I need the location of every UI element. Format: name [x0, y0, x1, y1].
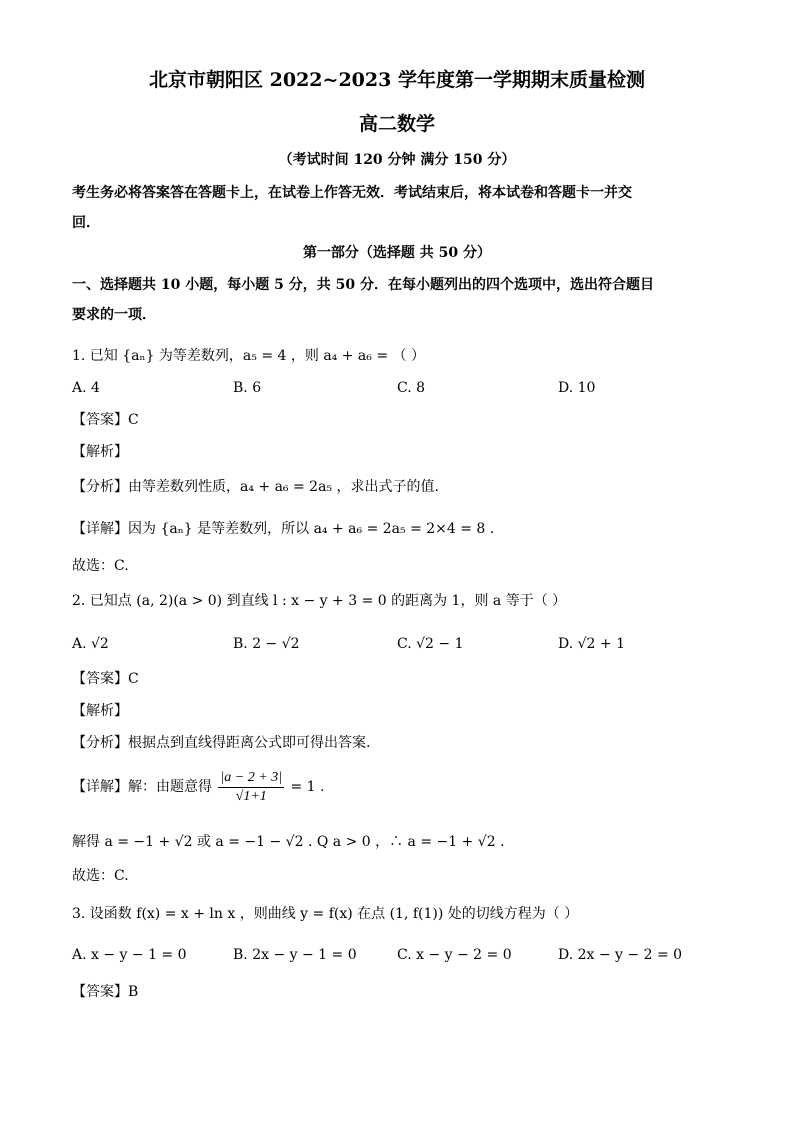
exam-title: 北京市朝阳区 2022~2023 学年度第一学期期末质量检测	[149, 69, 645, 91]
q1-option-c: C. 8	[397, 380, 426, 396]
notice-line-2: 回．	[72, 215, 100, 231]
q3-answer: 【答案】B	[72, 984, 139, 1000]
q2-fraction-numerator: |a − 2 + 3|	[218, 769, 284, 788]
notice-line-1: 考生务必将答案答在答题卡上，在试卷上作答无效．考试结束后，将本试卷和答题卡一并交	[72, 185, 632, 201]
q2-answer: 【答案】C	[72, 671, 139, 687]
q2-option-d: D. √2 + 1	[558, 636, 625, 652]
q1-option-b: B. 6	[233, 380, 262, 396]
subject-title: 高二数学	[358, 113, 435, 135]
q2-solve: 解得 a = −1 + √2 或 a = −1 − √2 . Q a > 0 ，∴ a = −1 + √2 .	[72, 834, 505, 850]
q1-option-d: D. 10	[558, 380, 596, 396]
q2-xiangjie-prefix: 【详解】解：由题意得	[72, 779, 212, 795]
q3-option-c: C. x − y − 2 = 0	[397, 947, 512, 963]
q2-fraction-denominator: √1+1	[235, 788, 267, 804]
q2-choice: 故选：C.	[72, 868, 129, 884]
q2-xiangjie	[72, 767, 325, 807]
q1-choice: 故选：C.	[72, 558, 129, 574]
q2-analysis-label: 【解析】	[72, 703, 128, 719]
instructions-line-2: 要求的一项．	[72, 307, 156, 323]
exam-info: （考试时间 120 分钟 满分 150 分）	[278, 152, 516, 168]
q1-option-a: A. 4	[72, 380, 100, 396]
q2-stem: 2. 已知点 (a, 2)(a > 0) 到直线 l : x − y + 3 = 0 的距离为 1，则 a 等于（ ）	[72, 593, 567, 609]
q2-xiangjie-suffix: = 1 .	[290, 779, 325, 795]
q1-analysis-label: 【解析】	[72, 444, 128, 460]
q3-option-a: A. x − y − 1 = 0	[72, 947, 187, 963]
q3-stem: 3. 设函数 f(x) = x + ln x ，则曲线 y = f(x) 在点 (1, f(1)) 处的切线方程为（ ）	[72, 906, 579, 922]
q2-option-a: A. √2	[72, 636, 109, 652]
q3-option-b: B. 2x − y − 1 = 0	[233, 947, 357, 963]
q1-answer: 【答案】C	[72, 412, 139, 428]
q1-stem: 1. 已知 {aₙ} 为等差数列，a₅ = 4 ，则 a₄ + a₆ = （ ）	[72, 348, 425, 364]
instructions-line-1: 一、选择题共 10 小题，每小题 5 分，共 50 分．在每小题列出的四个选项中，选出符合题目	[72, 277, 654, 293]
q2-option-b: B. 2 − √2	[233, 636, 300, 652]
q2-fenxi: 【分析】根据点到直线得距离公式即可得出答案.	[72, 735, 371, 751]
q3-option-d: D. 2x − y − 2 = 0	[558, 947, 683, 963]
q2-distance-fraction	[218, 769, 284, 806]
q1-fenxi: 【分析】由等差数列性质，a₄ + a₆ = 2a₅ ，求出式子的值.	[72, 479, 439, 495]
q2-option-c: C. √2 − 1	[397, 636, 464, 652]
q1-xiangjie: 【详解】因为 {aₙ} 是等差数列，所以 a₄ + a₆ = 2a₅ = 2×4 = 8 .	[72, 521, 495, 537]
part-title: 第一部分（选择题 共 50 分）	[302, 245, 492, 261]
